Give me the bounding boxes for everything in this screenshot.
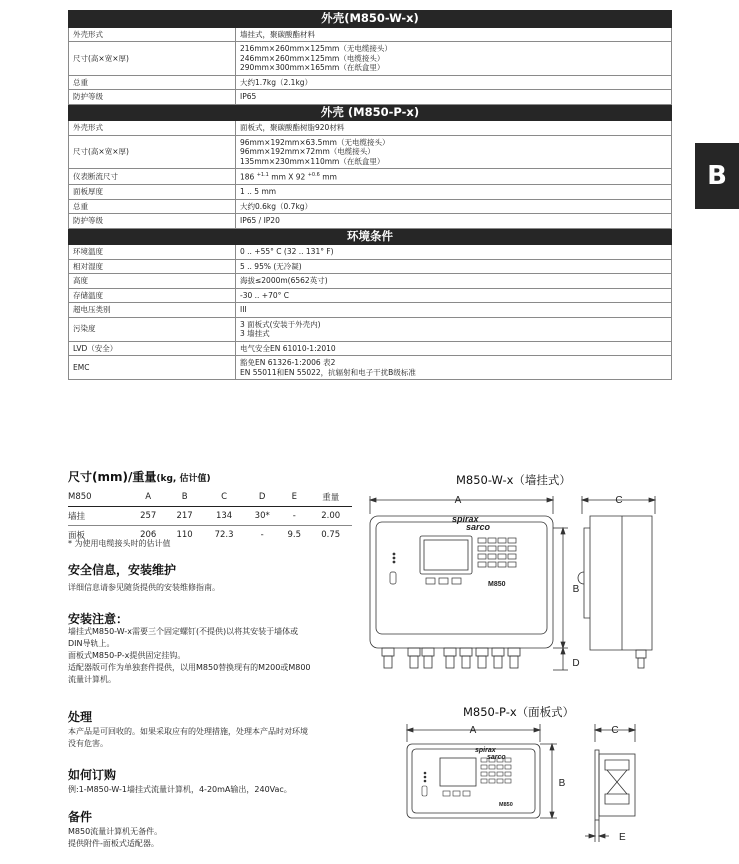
table-row: 尺寸(高×宽×厚) 96mm×192mm×63.5mm（无电缆接头） 96mm×192mm×72mm（电缆接头） 135mm×230mm×110mm（在纸盒里） [69,135,672,169]
table-header-row: M850 A B C D E 重量 [68,488,352,507]
panel-dim-a-label: A [469,725,477,736]
install-text: 墙挂式M850-W-x需要三个固定螺钉(不提供)以将其安装于墙体或 DIN导轨上。 面板式M850-P-x提供固定挂钩。 适配器版可作为单独套件提供，以用M850替换现有的M200或M800 流量计算机。 [68,627,311,684]
table-row: 外壳形式 面板式，聚碳酸酯树脂920材料 [69,121,672,136]
wall-housing-header: 外壳(M850-W-x) [69,11,672,28]
safety-text: 详细信息请参见随货提供的安装维修指南。 [68,583,220,592]
table-row: 污染度 3 面板式(安装于外壳内) 3 墙挂式 [69,317,672,341]
disposal-text: 本产品是可回收的。如果采取应有的处理措施，处理本产品时对环境 没有危害。 [68,727,308,748]
order-text: 例:1-M850-W-1墙挂式流量计算机，4-20mA输出，240Vac。 [68,785,292,794]
table-row: 尺寸(高×宽×厚) 216mm×260mm×125mm（无电缆接头） 246mm×260mm×125mm（电缆接头） 290mm×300mm×165mm（在纸盒里） [69,42,672,76]
wall-drawing-title: M850-W-x（墙挂式） [456,473,571,487]
panel-dim-e-label: E [619,832,626,843]
panel-model-label: M850 [499,802,513,808]
panel-drawing-title: M850-P-x（面板式） [463,705,575,719]
table-row: EMC 豁免EN 61326-1:2006 表2 EN 55011和EN 55022，抗辐射和电子干扰B级标准 [69,356,672,380]
model-label: M850 [488,581,506,588]
dim-c-label: C [615,495,623,506]
dimensions-note: * 为使用电缆接头时的估计值 [68,539,171,548]
table-row: 总重 大约0.6kg（0.7kg） [69,199,672,214]
brand-logo-bottom: sarco [466,522,491,532]
section-tab: B [695,143,739,209]
spec-table [68,10,672,380]
cutout-value: 186 $^{+1.1}$ mm X 92 $^{+0.6}$ mm [236,169,672,185]
dim-b-label: B [572,584,580,595]
panel-dim-c-label: C [611,725,619,736]
table-row: 墙挂 257 217 134 30* - 2.00 [68,507,352,526]
panel-dim-b-label: B [558,778,566,789]
table-row: 环境温度 0 .. +55° C (32 .. 131° F) [69,245,672,260]
table-row: 仪表断流尺寸 186 $^{+1.1}$ mm X 92 $^{+0.6}$ mm [69,169,672,185]
table-row: 面板 206 110 72.3 - 9.5 0.75 [68,530,341,541]
table-row: 面板厚度 1 .. 5 mm [69,185,672,200]
panel-housing-header: 外壳 (M850-P-x) [69,104,672,121]
table-row: 防护等级 IP65 / IP20 [69,214,672,229]
dim-d-label: D [572,658,580,669]
table-row: 外壳形式 墙挂式，聚碳酸酯材料 [69,27,672,42]
wall-mount-drawing [360,488,660,678]
panel-brand-bottom: sarco [487,754,506,761]
table-row: 存储温度 -30 .. +70° C [69,288,672,303]
dimensions-title: 尺寸(mm)/重量(kg, 估计值) [68,470,211,484]
table-row: 防护等级 IP65 [69,90,672,105]
panel-mount-drawing [395,720,645,845]
order-title: 如何订购 [68,768,117,782]
spares-title: 备件 [68,810,93,824]
environment-header: 环境条件 [69,228,672,245]
safety-title: 安全信息，安装维护 [68,563,177,577]
dim-a-label: A [454,495,462,506]
table-row: LVD（安全） 电气安全EN 61010-1:2010 [69,341,672,356]
table-row: 相对湿度 5 .. 95% (无冷凝) [69,259,672,274]
install-title: 安装注意： [68,612,129,626]
dimensions-table [68,488,352,544]
table-row: 高度 海拔≤2000m(6562英寸) [69,274,672,289]
table-row: 超电压类别 III [69,303,672,318]
spares-text: M850流量计算机无备件。 提供附件-面板式适配器。 [68,827,163,848]
disposal-title: 处理 [68,710,93,724]
panel-brand-top: spirax [475,747,496,754]
brand-logo-top: spirax [452,514,479,524]
table-row: 总重 大约1.7kg（2.1kg） [69,75,672,90]
